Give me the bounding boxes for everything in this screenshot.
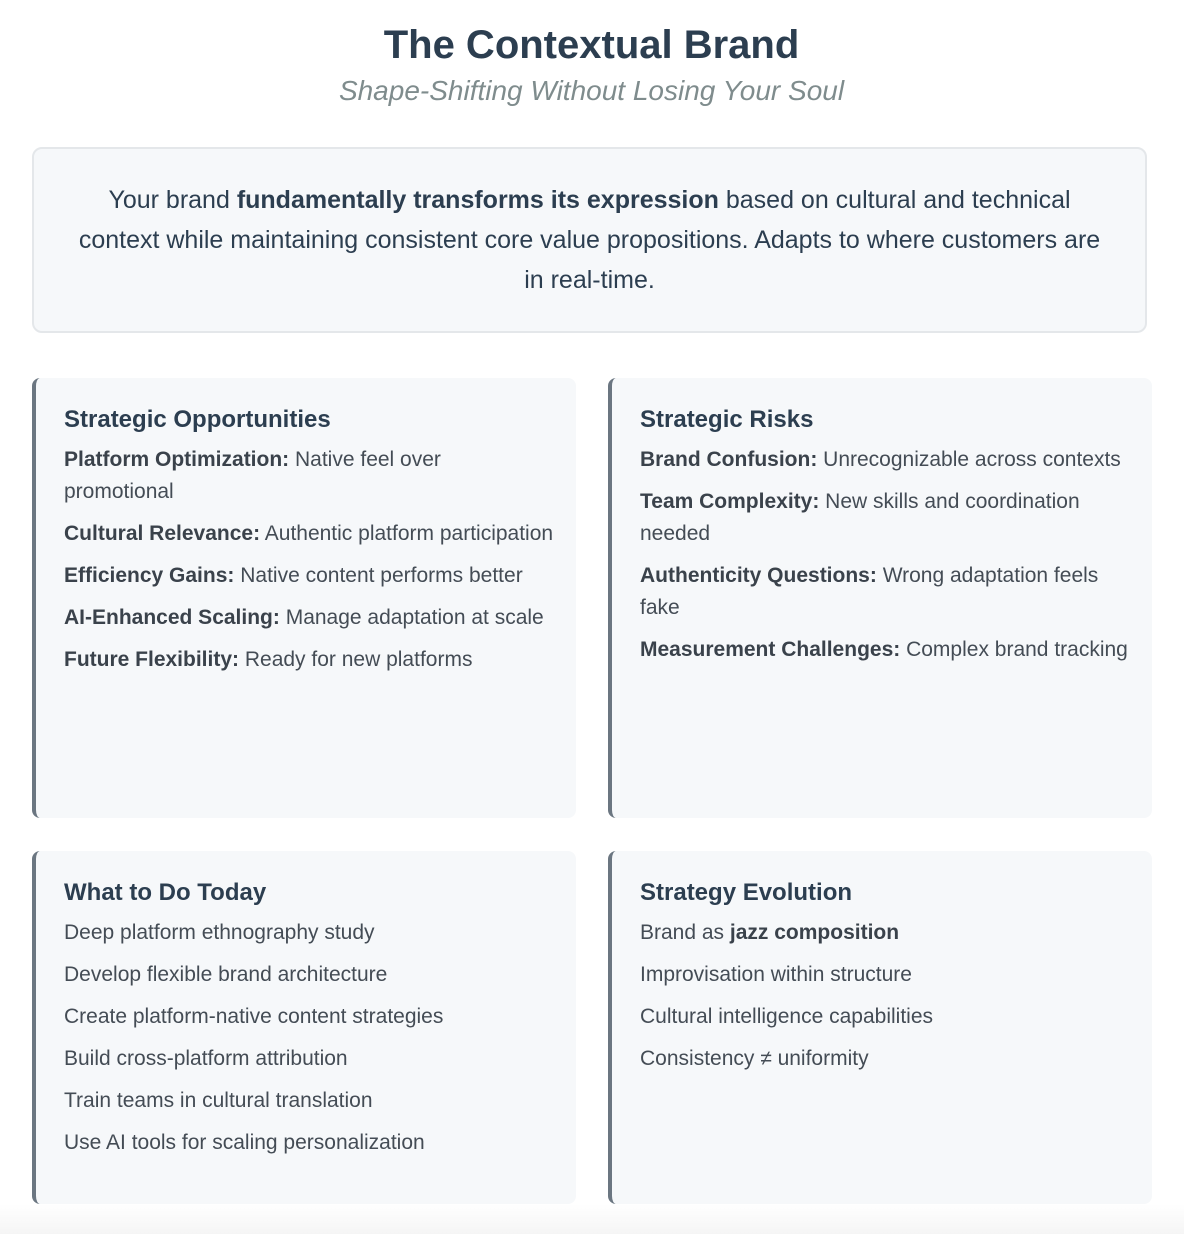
item-term: Measurement Challenges: [640,638,901,661]
item-text: Brand as [640,921,730,944]
summary-text-before: Your brand [108,186,237,214]
opportunities-heading: Strategic Opportunities [64,406,331,433]
list-item [64,602,556,634]
item-text: New skills and coordination needed [640,490,1080,545]
list-item: Create platform-native content strategies [64,1005,444,1028]
item-term: Team Complexity: [640,490,820,513]
list-item [640,917,1132,949]
summary-text [70,180,1109,300]
list-item [64,444,556,508]
item-term: Future Flexibility: [64,648,240,671]
opportunities-list [64,444,556,676]
summary-emphasis: fundamentally transforms its expression [236,186,719,214]
item-text: Manage adaptation at scale [279,606,544,629]
page [32,0,1151,1154]
item-term: Authenticity Questions: [640,564,877,587]
list-item: Cultural intelligence capabilities [640,1005,933,1028]
list-item [64,560,556,592]
list-item: Consistency ≠ uniformity [640,1047,869,1070]
page-title: The Contextual Brand [383,23,800,67]
item-text: Authentic platform participation [260,522,554,545]
list-item [64,518,556,550]
risks-list [640,444,1132,666]
page-subtitle: Shape-Shifting Without Losing Your Soul [338,75,845,106]
item-text: Unrecognizable across contexts [817,448,1121,471]
evolution-heading: Strategy Evolution [640,879,853,906]
item-term: Brand Confusion: [640,448,818,471]
item-text: Wrong adaptation feels fake [640,564,1099,619]
evolution-card [608,851,1152,1204]
summary-box [32,147,1147,333]
item-term: Platform Optimization: [64,448,290,471]
risks-heading: Strategic Risks [640,406,814,433]
item-term: Efficiency Gains: [64,564,235,587]
list-item: Develop flexible brand architecture [64,963,388,986]
item-emphasis: jazz composition [729,921,900,944]
bottom-fade [0,1204,1184,1234]
risks-card [608,378,1152,818]
evolution-list [640,917,1132,1075]
list-item: Deep platform ethnography study [64,921,375,944]
item-term: Cultural Relevance: [64,522,261,545]
today-heading: What to Do Today [64,879,267,906]
summary-text-after: based on cultural and technical context while maintaining consistent core value propositions. Adapts to where customers are in real-time. [78,186,1101,294]
item-text: Ready for new platforms [239,648,473,671]
item-text: Native feel over promotional [64,448,441,503]
list-item [640,444,1132,476]
today-list [64,917,556,1159]
opportunities-card [32,378,576,818]
list-item: Use AI tools for scaling personalization [64,1131,425,1154]
list-item: Train teams in cultural translation [64,1089,373,1112]
list-item [640,486,1132,550]
list-item [640,634,1132,666]
list-item [64,644,556,676]
list-item [640,560,1132,624]
list-item: Build cross-platform attribution [64,1047,348,1070]
today-card [32,851,576,1204]
list-item: Improvisation within structure [640,963,912,986]
item-term: AI-Enhanced Scaling: [64,606,280,629]
item-text: Complex brand tracking [900,638,1128,661]
item-text: Native content performs better [234,564,523,587]
